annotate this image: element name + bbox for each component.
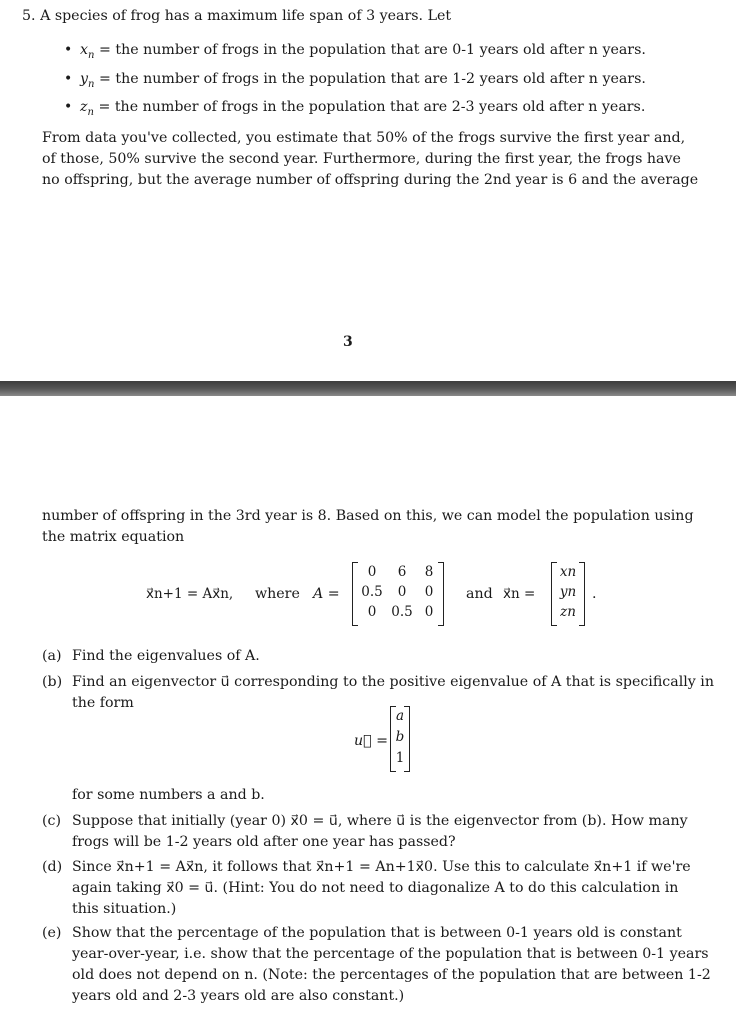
part-d-label: (d) [42, 859, 63, 875]
part-d-text: again taking x⃗0 = u⃗. (Hint: You do not need to diagonalize A to do this calculation in [72, 880, 679, 896]
page-bottom [0, 396, 736, 1024]
matrix-cell: 0.5 [361, 584, 383, 600]
problem-number: 5. A species of frog has a maximum life span of 3 years. Let [22, 8, 452, 24]
part-d-text: this situation.) [72, 901, 177, 917]
bullet-dot: • [64, 71, 73, 87]
matrix-cell: 8 [424, 564, 434, 580]
bullet-text-z: = the number of frogs in the population that are 2-3 years old after n years. [98, 99, 646, 115]
page-number: 3 [343, 334, 353, 350]
part-d-text: Since x⃗n+1 = Ax⃗n, it follows that x⃗n+1 = An+1x⃗0. Use this to calculate x⃗n+1 if we're [72, 859, 691, 875]
part-a-text: Find the eigenvalues of A. [72, 648, 260, 664]
para1-line: From data you've collected, you estimate that 50% of the frogs survive the first year and, [42, 130, 686, 146]
vector-cell: b [395, 729, 405, 745]
bullet-text-y: = the number of frogs in the population that are 1-2 years old after n years. [98, 71, 646, 87]
part-a-label: (a) [42, 648, 62, 664]
bullet-text-x: = the number of frogs in the population that are 0-1 years old after n years. [98, 42, 646, 58]
page-divider [0, 381, 736, 396]
matrix-cell: 0.5 [391, 604, 413, 620]
part-e-text: old does not depend on n. (Note: the percentages of the population that are between 1-2 [72, 967, 711, 983]
part-e-text: years old and 2-3 years old are also constant.) [72, 988, 405, 1004]
bullet-dot: • [64, 42, 73, 58]
matrix-cell: 0 [367, 604, 377, 620]
matrix-cell: 0 [397, 584, 407, 600]
para2-line: the matrix equation [42, 529, 185, 545]
part-b-text: Find an eigenvector u⃗ corresponding to the positive eigenvalue of A that is specifically in [72, 674, 714, 690]
part-c-label: (c) [42, 813, 62, 829]
vector-u [390, 706, 410, 772]
equation-A-label: A = [313, 586, 340, 602]
bullet-dot: • [64, 99, 73, 115]
u-label: u⃗ = [354, 733, 389, 749]
for-some-text: for some numbers a and b. [72, 787, 265, 803]
part-b-label: (b) [42, 674, 63, 690]
part-e-text: Show that the percentage of the population that is between 0-1 years old is constant [72, 925, 682, 941]
equation-and: and [466, 586, 493, 602]
part-e-label: (e) [42, 925, 62, 941]
equation-xn-label: x⃗n = [503, 586, 536, 602]
part-c-text: frogs will be 1-2 years old after one year has passed? [72, 834, 456, 850]
equation-lhs: x⃗n+1 = Ax⃗n, [146, 586, 234, 602]
para1-line: no offspring, but the average number of offspring during the 2nd year is 6 and the average [42, 172, 699, 188]
problem-intro: A species of frog has a maximum life span of 3 years. Let [40, 8, 452, 24]
para2-line: number of offspring in the 3rd year is 8. Based on this, we can model the population using [42, 508, 694, 524]
matrix-cell: 6 [397, 564, 407, 580]
vector-xn [551, 562, 585, 626]
vector-cell: 1 [395, 750, 405, 766]
bullet-item: $y_n$ = the number of frogs in the population that are 1-2 years old after n years. [80, 71, 646, 90]
para1-line: of those, 50% survive the second year. Furthermore, during the first year, the frogs have [42, 151, 681, 167]
page-top [0, 0, 736, 381]
vector-cell: a [395, 708, 405, 724]
bullet-item: $x_n$ = the number of frogs in the population that are 0-1 years old after n years. [80, 42, 646, 61]
part-e-text: year-over-year, i.e. show that the percentage of the population that is between 0-1 years [72, 946, 709, 962]
part-c-text: Suppose that initially (year 0) x⃗0 = u⃗, where u⃗ is the eigenvector from (b). How many [72, 813, 688, 829]
vector-cell: zn [560, 604, 576, 620]
vector-cell: xn [559, 564, 577, 580]
equation-period: . [592, 586, 597, 602]
matrix-cell: 0 [424, 584, 434, 600]
equation-where: where [255, 586, 300, 602]
matrix-cell: 0 [424, 604, 434, 620]
part-b-text: the form [72, 695, 134, 711]
vector-cell: yn [559, 584, 577, 600]
matrix-A [352, 562, 444, 626]
bullet-item: $z_n$ = the number of frogs in the population that are 2-3 years old after n years. [80, 99, 646, 118]
matrix-cell: 0 [367, 564, 377, 580]
